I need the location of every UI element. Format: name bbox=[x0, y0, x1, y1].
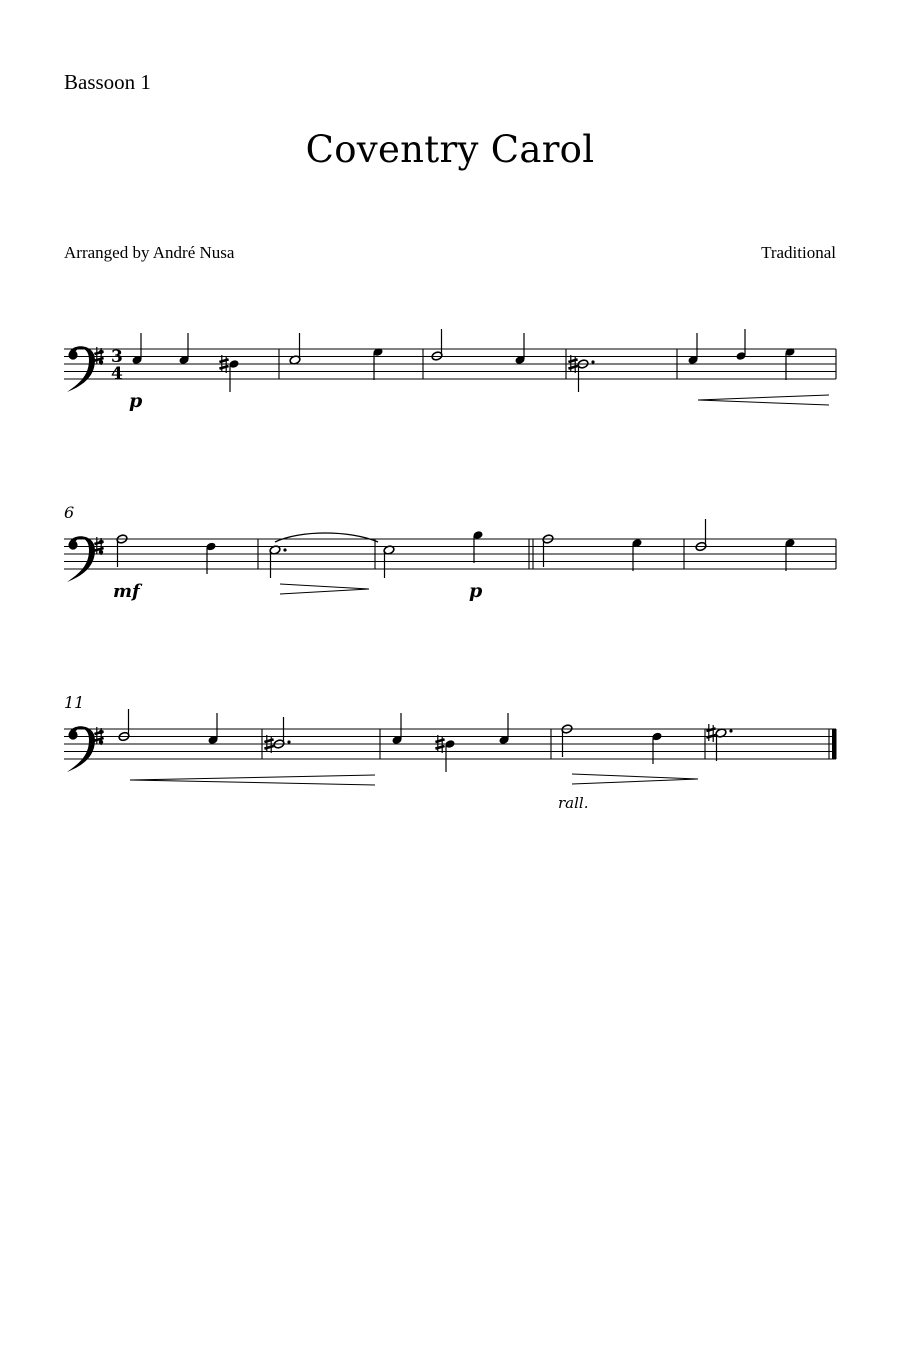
final-barline bbox=[832, 729, 837, 759]
rall-marking: rall. bbox=[558, 794, 589, 812]
piece-title: Coventry Carol bbox=[305, 128, 595, 171]
tie-arc bbox=[275, 533, 378, 542]
composer-credit: Traditional bbox=[761, 243, 836, 262]
measure-12-notes bbox=[264, 717, 290, 753]
diminuendo-hairpin bbox=[572, 774, 698, 784]
dynamic-p: p bbox=[129, 390, 143, 412]
time-signature-top: 3 bbox=[111, 347, 123, 367]
measure-5-notes bbox=[687, 329, 795, 380]
part-name: Bassoon 1 bbox=[64, 70, 151, 94]
measure-4-notes bbox=[568, 355, 594, 392]
measure-10-notes bbox=[695, 519, 795, 571]
staff-system-3 bbox=[64, 693, 837, 812]
measure-11-notes bbox=[118, 709, 218, 745]
staff-system-1 bbox=[64, 329, 836, 412]
dynamic-mf: mf bbox=[113, 581, 140, 602]
dynamic-p: p bbox=[469, 580, 483, 602]
staff-system-2 bbox=[64, 503, 836, 602]
measure-number: 6 bbox=[64, 503, 75, 522]
time-signature-bottom: 4 bbox=[111, 364, 123, 384]
crescendo-hairpin bbox=[130, 775, 375, 785]
measure-3-notes bbox=[431, 329, 525, 365]
measure-1-notes bbox=[131, 333, 239, 392]
measure-13-notes bbox=[391, 713, 509, 772]
arranger-credit: Arranged by André Nusa bbox=[64, 243, 235, 262]
measure-number: 11 bbox=[64, 693, 85, 712]
crescendo-hairpin bbox=[698, 395, 829, 405]
diminuendo-hairpin bbox=[280, 584, 369, 594]
